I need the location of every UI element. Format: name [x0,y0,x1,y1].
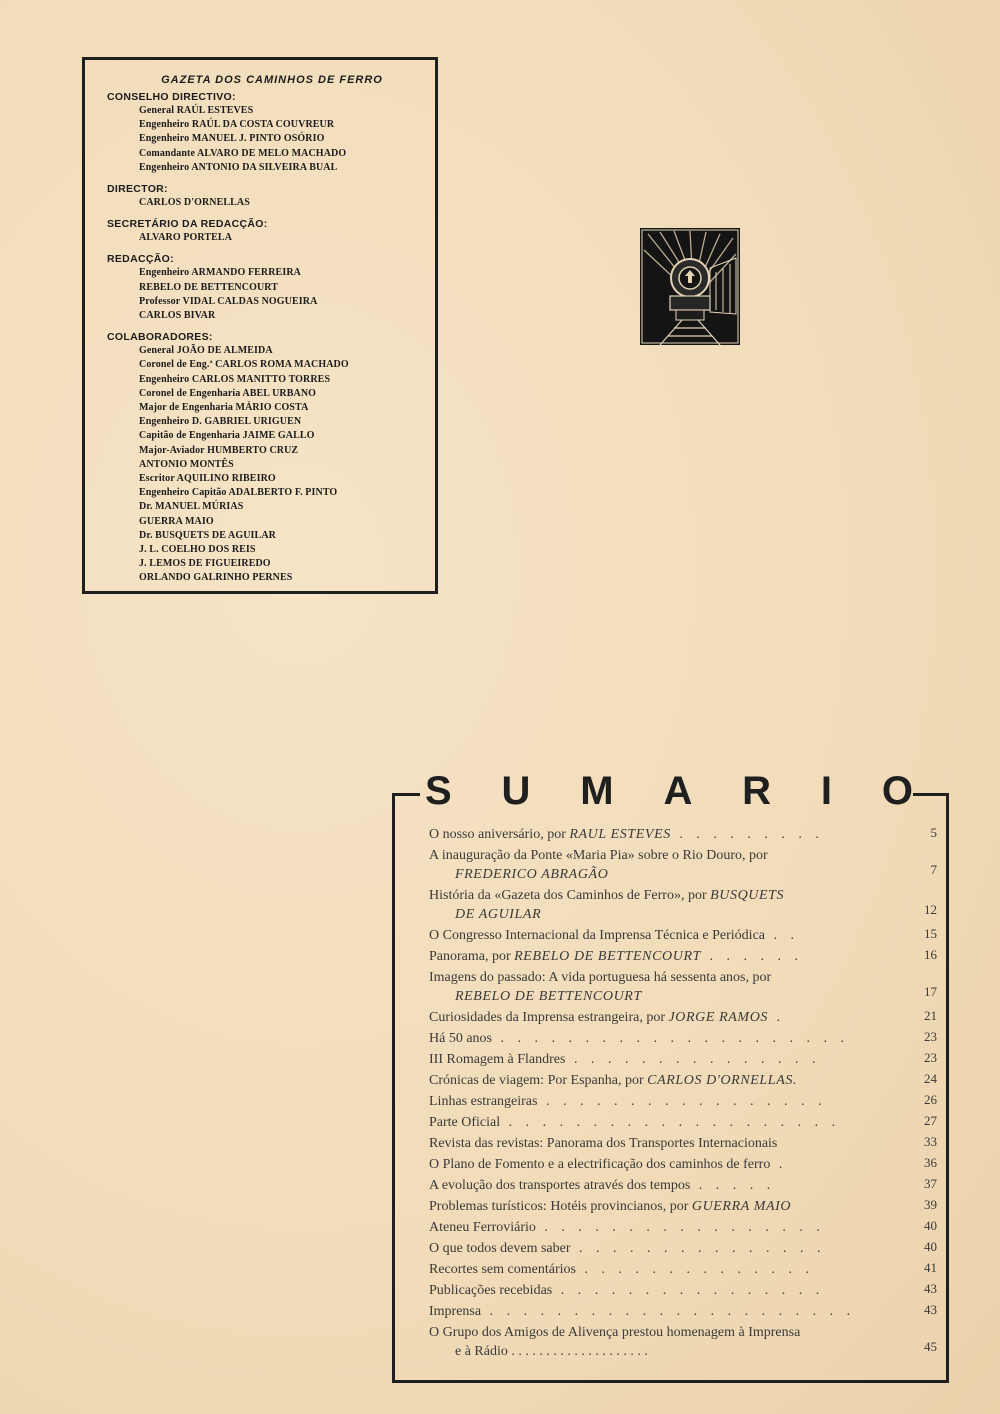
toc-entry [429,947,937,966]
masthead-name: ALVARO PORTELA [139,232,233,244]
toc-entry-title: Recortes sem comentários [429,1262,576,1277]
masthead-section [107,90,425,175]
toc-entry-title: A evolução dos transportes através dos tempos [429,1178,691,1193]
toc-entry-title: O Grupo dos Amigos de Alivença prestou homenagem à Imprensa [429,1325,801,1340]
toc-page-number: 40 [924,1239,937,1254]
toc-entry-title: O nosso aniversário, por [429,827,570,842]
toc-entry-line [429,1239,907,1258]
toc-entry-line [429,846,907,865]
toc-entry-author: BUSQUETS [710,888,785,903]
masthead-name-list [107,196,425,210]
toc-entry [429,1302,937,1321]
masthead-name-list [107,231,425,245]
toc-leader-dots: . . . . . . . . . . . . . . [575,1262,814,1277]
toc-entry-line [429,1197,907,1216]
toc-entry-title: Curiosidades da Imprensa estrangeira, por [429,1010,669,1025]
masthead-name: Capitão de Engenharia JAIME GALLO [139,430,315,442]
toc-entry-line [429,1113,907,1132]
masthead-name: J. LEMOS DE FIGUEIREDO [139,558,271,570]
masthead-name: ANTONIO MONTÊS [139,458,234,470]
masthead-name: Comandante ALVARO DE MELO MACHADO [139,147,347,159]
toc-leader-dots: . . . . . . . . . . . . . . . [565,1052,821,1067]
toc-entry-author: REBELO DE BETTENCOURT [514,949,701,964]
masthead-name: Engenheiro ANTONIO DA SILVEIRA BUAL [139,161,338,173]
masthead-section [107,252,425,323]
masthead-section [107,217,425,245]
toc-entry-line [429,1302,907,1321]
toc-leader-dots: . . . . . . . . . [670,827,824,842]
toc-entry-line [429,1029,907,1048]
toc-leader-dots: . . . . . . . . . . . . . . . . . . . . . . [481,1304,856,1319]
summary-title-letter: I [820,769,833,813]
summary-title-letter: O [881,769,913,813]
toc-leader-dots: . . . . . . . . . . . . . . . . . [535,1220,825,1235]
toc-entry-author: CARLOS D'ORNELLAS. [647,1073,798,1088]
summary-title-letter: M [580,769,614,813]
toc-entry-title: Publicações recebidas [429,1283,553,1298]
toc-entry-title: Imprensa [429,1304,482,1319]
toc-page-number: 41 [924,1260,937,1275]
masthead-name: Engenheiro D. GABRIEL URIGUEN [139,416,302,428]
toc-entry-line [429,1176,907,1195]
toc-entry [429,1050,937,1069]
masthead-name: Engenheiro Capitão ADALBERTO F. PINTO [139,487,338,499]
masthead-name: Engenheiro ARMANDO FERREIRA [139,267,301,279]
toc-entry [429,1029,937,1048]
toc-entry [429,1113,937,1132]
toc-page-number: 27 [924,1113,937,1128]
summary-top-rule-left [392,793,420,796]
masthead-name: Coronel de Engenharia ABEL URBANO [139,387,317,399]
toc-entry [429,1239,937,1258]
toc-page-number: 36 [924,1155,937,1170]
toc-entry [429,1281,937,1300]
toc-entry-line [429,947,907,966]
toc-page-number: 43 [924,1302,937,1317]
masthead-name: Engenheiro RAÚL DA COSTA COUVREUR [139,119,335,131]
toc-leader-dots: . . . . . . [700,949,803,964]
toc-page-number: 12 [924,902,937,917]
toc-page-number: 5 [930,825,937,840]
toc-page-number: 43 [924,1281,937,1296]
toc-entry-line [429,1134,907,1153]
toc-entry [429,886,937,924]
toc-entry [429,1176,937,1195]
toc-entry-line [429,886,907,905]
toc-leader-dots: . . . . . . . . . . . . . . . [570,1241,826,1256]
summary-title-letter: R [742,769,772,813]
toc-entry-line [429,1218,907,1237]
toc-page-number: 21 [924,1008,937,1023]
toc-leader-dots: . . . . . [690,1178,776,1193]
toc-entry-line [429,825,907,844]
toc-entry-line [429,968,907,987]
summary-title-letter: S [425,769,452,813]
toc-entry-line [429,1323,907,1342]
toc-page-number: 40 [924,1218,937,1233]
summary-title [425,769,913,814]
masthead-name: Escritor AQUILINO RIBEIRO [139,473,276,485]
masthead-section [107,182,425,210]
toc-leader-dots: . . . . . . . . . . . . . . . . [552,1283,825,1298]
masthead-name: CARLOS D'ORNELLAS [139,197,250,209]
toc-page-number: 7 [930,862,937,877]
toc-entry [429,968,937,1006]
masthead-section-heading: SECRETÁRIO DA REDACÇÃO: [107,218,268,231]
masthead-title: GAZETA DOS CAMINHOS DE FERRO [161,74,383,86]
toc-page-number: 37 [924,1176,937,1191]
toc-entry-title: Parte Oficial [429,1115,501,1130]
toc-entry-title: III Romagem à Flandres [429,1052,566,1067]
masthead-box [82,57,438,594]
masthead-name: Major-Aviador HUMBERTO CRUZ [139,444,299,456]
toc-entry-author: RAUL ESTEVES [569,827,671,842]
toc-entry-continuation: e à Rádio . . . . . . . . . . . . . . . . . . . . [455,1344,648,1359]
toc-page-number: 23 [924,1050,937,1065]
masthead-name: Coronel de Eng.ª CARLOS ROMA MACHADO [139,359,349,371]
toc-entry-line [429,1008,907,1027]
toc-page-number: 24 [924,1071,937,1086]
toc-entry-title: História da «Gazeta dos Caminhos de Ferro», por [429,888,711,903]
masthead-name: Dr. BUSQUETS DE AGUILAR [139,529,276,541]
toc-entry [429,846,937,884]
toc-entry-title: Revista das revistas: Panorama dos Transportes Internacionais [429,1136,778,1151]
toc-entry-title: Problemas turísticos: Hotéis provincianos, por [429,1199,692,1214]
locomotive-woodcut-icon [640,228,740,345]
toc-leader-dots: . [770,1157,788,1172]
summary-title-letter: A [663,769,693,813]
toc-entry-line [429,1050,907,1069]
masthead-name-list [107,344,425,585]
masthead-name-list [107,104,425,175]
masthead-sections [107,90,425,586]
toc-entry [429,1155,937,1174]
toc-entry [429,1071,937,1090]
masthead-name: J. L. COELHO DOS REIS [139,544,256,556]
toc-leader-dots: . . [765,928,799,943]
masthead-section-heading: REDACÇÃO: [107,253,174,266]
masthead-name: ORLANDO GALRINHO PERNES [139,572,293,584]
toc-entry [429,1218,937,1237]
masthead-name: Engenheiro CARLOS MANITTO TORRES [139,373,331,385]
masthead-name: Professor VIDAL CALDAS NOGUEIRA [139,295,318,307]
masthead-section-heading: COLABORADORES: [107,331,213,344]
toc-entry-title: O que todos devem saber [429,1241,571,1256]
toc-entry-title: Ateneu Ferroviário [429,1220,536,1235]
masthead-name: Major de Engenharia MÁRIO COSTA [139,402,309,414]
toc-page-number: 23 [924,1029,937,1044]
table-of-contents [429,825,937,1363]
toc-entry-line [429,926,907,945]
toc-entry-title: O Plano de Fomento e a electrificação dos caminhos de ferro [429,1157,771,1172]
toc-leader-dots: . . . . . . . . . . . . . . . . . . . . . [492,1031,849,1046]
masthead-name-list [107,266,425,323]
toc-entry-continuation: REBELO DE BETTENCOURT [455,989,642,1004]
toc-entry-author: JORGE RAMOS [668,1010,768,1025]
toc-page-number: 45 [924,1339,937,1354]
summary-box [392,769,949,1383]
toc-entry [429,825,937,844]
toc-entry [429,1197,937,1216]
toc-page-number: 26 [924,1092,937,1107]
masthead-section [107,330,425,585]
masthead-name: CARLOS BIVAR [139,310,216,322]
summary-title-letter: U [501,769,531,813]
toc-page-number: 33 [924,1134,937,1149]
toc-leader-dots: . . . . . . . . . . . . . . . . . . . . [500,1115,841,1130]
masthead-name: Dr. MANUEL MÚRIAS [139,501,244,513]
masthead-name: Engenheiro MANUEL J. PINTO OSÓRIO [139,133,325,145]
toc-entry-author: GUERRA MAIO [691,1199,792,1214]
toc-entry-title: Imagens do passado: A vida portuguesa há sessenta anos, por [429,970,772,985]
masthead-name: General RAÚL ESTEVES [139,105,254,116]
masthead-name: General JOÃO DE ALMEIDA [139,345,273,357]
toc-entry-line [429,1281,907,1300]
toc-entry-line [429,1071,907,1090]
toc-leader-dots: . . . . . . . . . . . . . . . . . [537,1094,827,1109]
toc-entry [429,926,937,945]
toc-entry-continuation: FREDERICO ABRAGÃO [455,867,609,882]
toc-page-number: 15 [924,926,937,941]
toc-entry [429,1134,937,1153]
toc-entry-title: O Congresso Internacional da Imprensa Técnica e Periódica [429,928,765,943]
toc-entry [429,1260,937,1279]
toc-entry [429,1008,937,1027]
toc-page-number: 16 [924,947,937,962]
toc-entry-line [429,1155,907,1174]
masthead-name: GUERRA MAIO [139,515,214,527]
toc-entry-title: A inauguração da Ponte «Maria Pia» sobre o Rio Douro, por [429,848,768,863]
toc-entry-line [429,1092,907,1111]
masthead-section-heading: DIRECTOR: [107,183,168,196]
toc-entry-title: Linhas estrangeiras [429,1094,538,1109]
summary-top-rule-right [913,793,949,796]
toc-entry [429,1323,937,1361]
masthead-name: REBELO DE BETTENCOURT [139,281,279,293]
toc-entry [429,1092,937,1111]
masthead-section-heading: CONSELHO DIRECTIVO: [107,91,236,103]
toc-entry-continuation: DE AGUILAR [455,907,542,922]
toc-entry-line [429,1260,907,1279]
toc-page-number: 39 [924,1197,937,1212]
toc-entry-title: Há 50 anos [429,1031,492,1046]
toc-entry-title: Crónicas de viagem: Por Espanha, por [429,1073,648,1088]
toc-entry-title: Panorama, por [429,949,515,964]
toc-leader-dots: . [768,1010,785,1025]
toc-page-number: 17 [924,984,937,999]
